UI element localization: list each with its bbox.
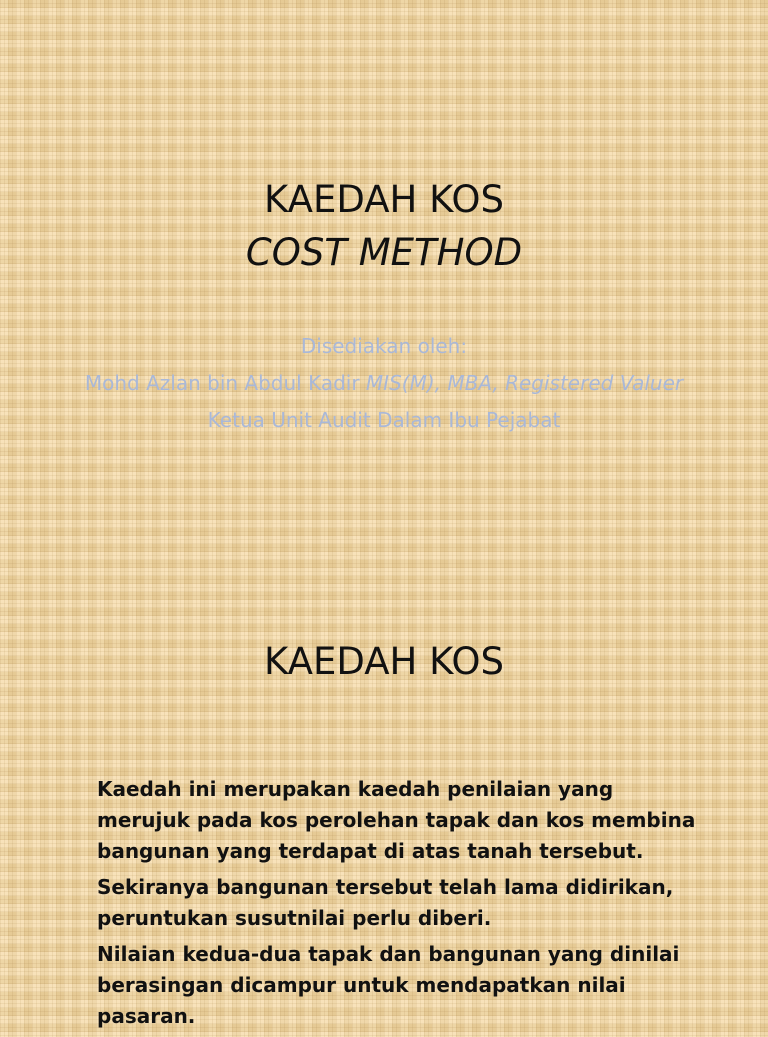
body-paragraph: Nilaian kedua-dua tapak dan bangunan yang dinilai berasingan dicampur untuk mendapatkan nilai pasaran.: [97, 942, 680, 1028]
body-paragraph: Kaedah ini merupakan kaedah penilaian yang merujuk pada kos perolehan tapak dan kos membina bangunan yang terdapat di atas tanah tersebut.: [97, 777, 696, 863]
slide-title: KAEDAH KOS: [264, 640, 504, 683]
body-paragraph: Sekiranya bangunan tersebut telah lama didirikan, peruntukan susutnilai perlu diberi.: [97, 875, 674, 930]
slide-subtitle: COST METHOD: [245, 231, 523, 274]
author-credentials: MIS(M), MBA, Registered Valuer: [365, 371, 684, 395]
author-name: Mohd Azlan bin Abdul Kadir: [84, 371, 360, 395]
author-line: [0, 365, 768, 402]
author-position: Ketua Unit Audit Dalam Ibu Pejabat: [207, 408, 561, 432]
slide-body: [97, 774, 697, 1037]
content-slide: [0, 576, 768, 1028]
prepared-by-label: Disediakan oleh:: [300, 334, 468, 358]
slide-title: KAEDAH KOS: [264, 178, 504, 221]
